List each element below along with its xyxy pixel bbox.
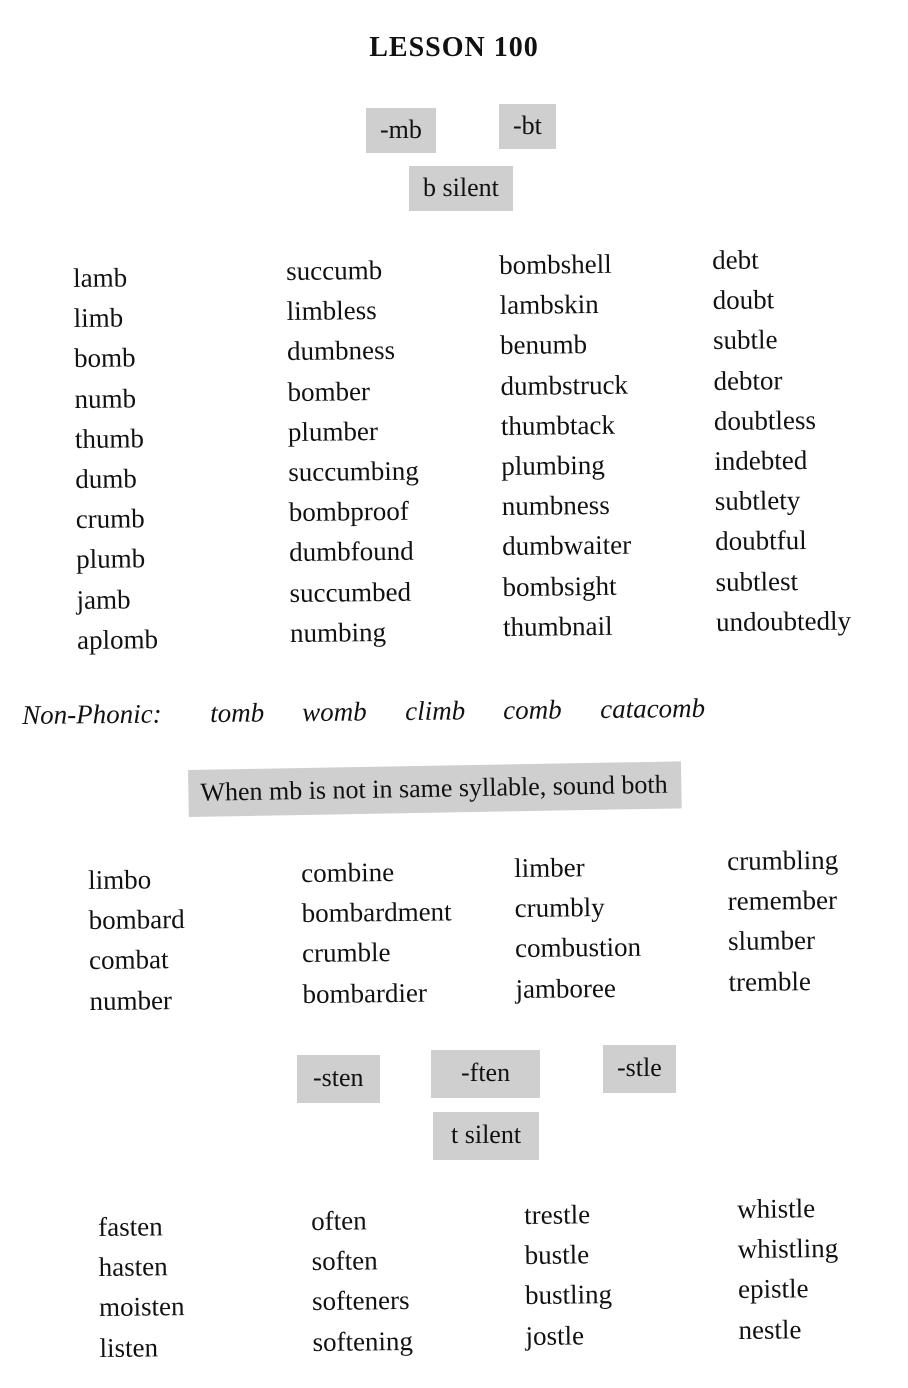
non-phonic-line <box>22 692 742 736</box>
word: listen <box>99 1331 159 1363</box>
tag-ften: -ften <box>431 1050 540 1098</box>
word: limb <box>73 302 124 334</box>
word: jamboree <box>515 972 617 1004</box>
non-phonic-word: climb <box>404 695 466 726</box>
word: numb <box>74 382 137 414</box>
word-column-11 <box>524 1194 613 1356</box>
non-phonic-word: womb <box>301 696 367 728</box>
word: combine <box>301 857 395 888</box>
word: moisten <box>98 1291 185 1323</box>
word-column-2 <box>286 250 421 653</box>
word: thumbtack <box>500 409 616 441</box>
word: nestle <box>738 1313 802 1345</box>
word: debtor <box>713 364 783 396</box>
tag-stle: -stle <box>603 1045 676 1093</box>
rule-mb-sound-both: When mb is not in same syllable, sound both <box>188 761 682 817</box>
word-column-9 <box>98 1206 185 1368</box>
word: dumbstruck <box>500 369 629 401</box>
word: bustling <box>524 1279 613 1311</box>
word: limber <box>514 852 585 883</box>
word: plumbing <box>501 449 605 482</box>
word: dumbfound <box>288 536 414 568</box>
word: crumbly <box>514 892 605 924</box>
non-phonic-word: tomb <box>209 697 265 729</box>
word: debt <box>712 244 759 275</box>
word: dumbwaiter <box>501 530 632 562</box>
word-column-7 <box>514 847 642 1009</box>
word-column-3 <box>499 244 632 647</box>
word: doubtless <box>713 404 817 436</box>
word: indebted <box>714 445 808 477</box>
word: bombsight <box>502 570 617 602</box>
word: bombardment <box>301 896 452 929</box>
word: bombproof <box>288 495 409 528</box>
word: lamb <box>73 262 128 293</box>
word: slumber <box>727 925 816 957</box>
word: fasten <box>98 1211 163 1242</box>
word: remember <box>727 885 838 917</box>
rule-b-silent: b silent <box>409 166 513 211</box>
word: plumb <box>75 543 146 575</box>
word: bombardier <box>302 977 428 1009</box>
word: tremble <box>728 965 812 997</box>
non-phonic-label: Non-Phonic: <box>22 698 162 730</box>
word: succumb <box>286 254 383 286</box>
word-column-1 <box>73 257 158 660</box>
word: soften <box>311 1245 378 1277</box>
word-column-10 <box>311 1200 413 1362</box>
word: benumb <box>499 329 588 361</box>
tag-mb: -mb <box>366 108 436 153</box>
word: hasten <box>98 1251 168 1283</box>
word: crumbling <box>727 844 839 876</box>
word: combustion <box>514 932 642 964</box>
word: crumb <box>75 503 145 535</box>
word: bombshell <box>499 248 612 280</box>
word: bomber <box>287 375 371 407</box>
word: undoubtedly <box>715 605 852 637</box>
word: jamb <box>76 584 131 615</box>
word: aplomb <box>76 623 159 655</box>
word: lambskin <box>499 289 599 321</box>
word: bombard <box>88 904 185 936</box>
word: thumbnail <box>502 610 613 642</box>
word: whistling <box>737 1233 839 1265</box>
word: limbless <box>286 295 377 327</box>
word: thumb <box>74 423 145 454</box>
word: numbing <box>289 616 387 648</box>
lesson-title: LESSON 100 <box>369 32 539 63</box>
word: dumbness <box>286 335 396 367</box>
word: succumbing <box>288 455 419 488</box>
word: combat <box>88 944 169 976</box>
non-phonic-word: catacomb <box>599 692 706 724</box>
word: subtlety <box>714 485 801 517</box>
word: limbo <box>88 864 152 895</box>
tag-sten: -sten <box>297 1055 380 1103</box>
word: subtlest <box>715 565 799 597</box>
word: jostle <box>525 1319 585 1351</box>
non-phonic-word: comb <box>502 694 562 725</box>
word-column-5 <box>88 859 186 1021</box>
word: whistle <box>737 1193 816 1224</box>
word-column-12 <box>737 1188 839 1350</box>
word-column-6 <box>301 851 453 1013</box>
word: bustle <box>524 1239 590 1271</box>
word: trestle <box>524 1199 591 1230</box>
word: dumb <box>75 463 137 495</box>
word: bomb <box>73 342 136 374</box>
word: often <box>311 1205 367 1236</box>
tag-bt: -bt <box>499 104 556 149</box>
word: doubt <box>712 284 775 316</box>
word-column-4 <box>712 239 851 642</box>
word: numbness <box>501 490 610 522</box>
word: number <box>89 984 173 1016</box>
word: softeners <box>311 1285 410 1317</box>
word: succumbed <box>289 576 412 608</box>
rule-t-silent: t silent <box>433 1112 539 1160</box>
word-column-8 <box>727 840 840 1002</box>
word: crumble <box>301 937 391 969</box>
word: plumber <box>287 415 379 447</box>
word: subtle <box>712 324 778 356</box>
word: softening <box>312 1325 414 1357</box>
word: doubtful <box>714 525 807 557</box>
word: epistle <box>737 1273 809 1305</box>
